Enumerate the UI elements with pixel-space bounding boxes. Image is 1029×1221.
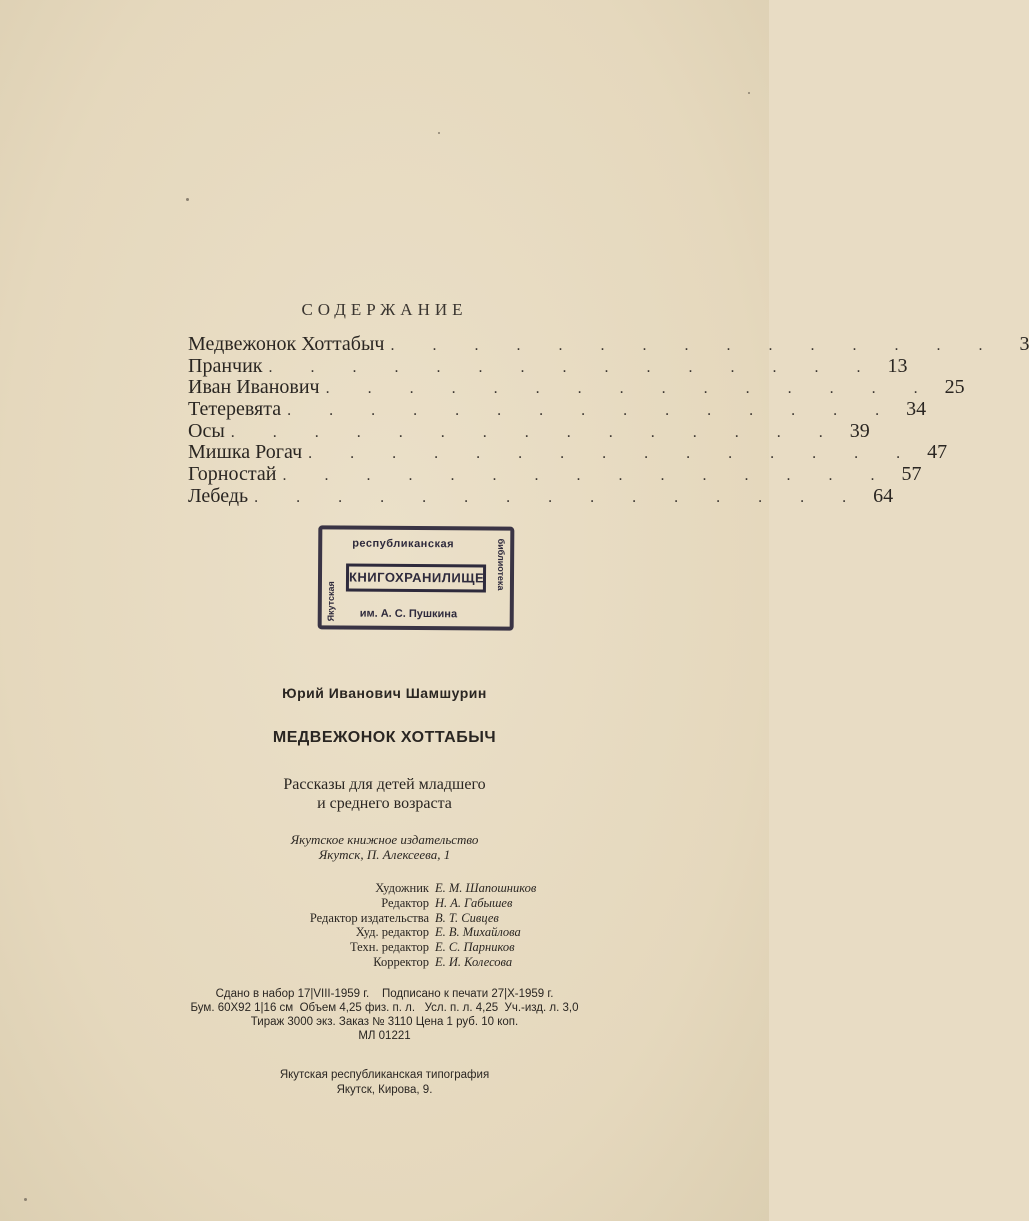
toc-entry-page: 64 <box>873 484 894 507</box>
toc-entry <box>188 463 922 486</box>
toc-entry-page: 3 <box>1019 333 1029 355</box>
credit-row <box>0 940 769 955</box>
paper-speck <box>24 1198 27 1201</box>
paper-speck <box>438 132 440 134</box>
toc-entry-title: Тетеревята <box>188 398 282 421</box>
toc-entry-title: Горностай <box>188 463 277 486</box>
toc-entry <box>188 376 965 399</box>
subtitle-line: и среднего возраста <box>317 795 452 812</box>
credit-name: В. Т. Сивцев <box>435 910 499 925</box>
imprint-line: Сдано в набор 17|VIII-1959 г. Подписано к печати 27|X-1959 г. <box>215 988 554 1000</box>
toc-leader-dots: . . . . . . . . . . . . . . . <box>268 358 878 376</box>
toc-entry-title: Пранчик <box>188 354 263 377</box>
publisher-info <box>0 832 769 862</box>
toc-leader-dots: . . . . . . . . . . . . . . . <box>325 380 935 398</box>
credit-role: Худ. редактор <box>355 925 429 940</box>
toc-entry <box>188 419 870 443</box>
toc-entry-title: Лебедь <box>188 484 249 507</box>
toc-entry <box>188 398 927 421</box>
printer-info <box>0 1068 769 1098</box>
toc-entry-title: Медвежонок Хоттабыч <box>188 333 385 355</box>
toc-entry-title: Осы <box>188 419 225 442</box>
imprint-line: Бум. 60X92 1|16 см Объем 4,25 физ. п. л. Усл. п. л. 4,25 Уч.-изд. л. 3,0 <box>190 1002 579 1014</box>
stamp-bottom-text: им. А. С. Пушкина <box>359 607 458 621</box>
credits-list <box>0 881 769 970</box>
toc-leader-dots: . . . . . . . . . . . . . . . <box>254 488 864 506</box>
publisher-name: Якутское книжное издательство <box>290 832 479 847</box>
subtitle-line: Рассказы для детей младшего <box>283 776 486 793</box>
toc-leader-dots: . . . . . . . . . . . . . . . <box>308 445 918 463</box>
credit-row <box>0 911 769 926</box>
stamp-side-right-text: библиотека <box>495 538 507 591</box>
paper-speck <box>748 92 750 94</box>
toc-title: СОДЕРЖАНИЕ <box>301 300 468 319</box>
toc-entry <box>188 333 1029 356</box>
toc-entry-page: 57 <box>901 463 922 486</box>
stamp-side-left-text: Якутская <box>325 581 336 622</box>
credit-name: Е. И. Колесова <box>435 954 513 969</box>
credit-name: Е. С. Парников <box>435 940 515 955</box>
toc-leader-dots: . . . . . . . . . . . . . . . <box>282 467 892 485</box>
toc-entry-page: 25 <box>944 376 965 399</box>
toc-entry <box>188 354 908 378</box>
toc-leader-dots: . . . . . . . . . . . . . . . <box>390 337 1000 354</box>
toc-entry-page: 39 <box>849 419 870 442</box>
toc-entry-title: Мишка Рогач <box>188 441 303 464</box>
toc-entry <box>188 441 948 464</box>
printer-name: Якутская республиканская типография <box>279 1069 490 1081</box>
toc-leader-dots: . . . . . . . . . . . . . . . <box>230 423 840 441</box>
toc-entry <box>188 484 894 508</box>
credit-role: Редактор <box>381 895 429 910</box>
toc-entry-page: 47 <box>927 441 948 464</box>
imprint-line: Тираж 3000 экз. Заказ № 3110 Цена 1 руб. 10 коп. <box>250 1016 519 1028</box>
print-imprint <box>0 987 769 1043</box>
credit-name: Н. А. Габышев <box>435 895 513 910</box>
credit-role: Редактор издательства <box>309 910 429 925</box>
paper-speck <box>186 198 189 201</box>
printer-address: Якутск, Кирова, 9. <box>336 1084 433 1096</box>
credit-row <box>0 925 769 940</box>
toc-leader-dots: . . . . . . . . . . . . . . . <box>287 402 897 420</box>
credit-row <box>0 955 769 970</box>
table-of-contents <box>188 333 1029 508</box>
stamp-top-text: республиканская <box>352 537 455 551</box>
book-author: Юрий Иванович Шамшурин <box>282 685 487 701</box>
imprint-line: МЛ 01221 <box>358 1030 411 1042</box>
toc-entry-page: 34 <box>906 398 927 421</box>
credit-role: Техн. редактор <box>350 940 429 955</box>
book-subtitle <box>0 775 769 813</box>
credit-row <box>0 896 769 911</box>
toc-entry-page: 13 <box>887 354 908 377</box>
credit-role: Корректор <box>373 954 429 969</box>
publisher-address: Якутск, П. Алексеева, 1 <box>318 847 451 862</box>
credit-row <box>0 881 769 896</box>
library-stamp <box>318 525 515 630</box>
stamp-center-text: КНИГОХРАНИЛИЩЕ <box>346 564 486 593</box>
credit-name: Е. М. Шапошников <box>435 881 537 895</box>
credit-role: Художник <box>375 881 429 895</box>
book-title: МЕДВЕЖОНОК ХОТТАБЫЧ <box>272 729 497 746</box>
toc-entry-title: Иван Иванович <box>188 376 320 399</box>
credit-name: Е. В. Михайлова <box>435 925 521 940</box>
